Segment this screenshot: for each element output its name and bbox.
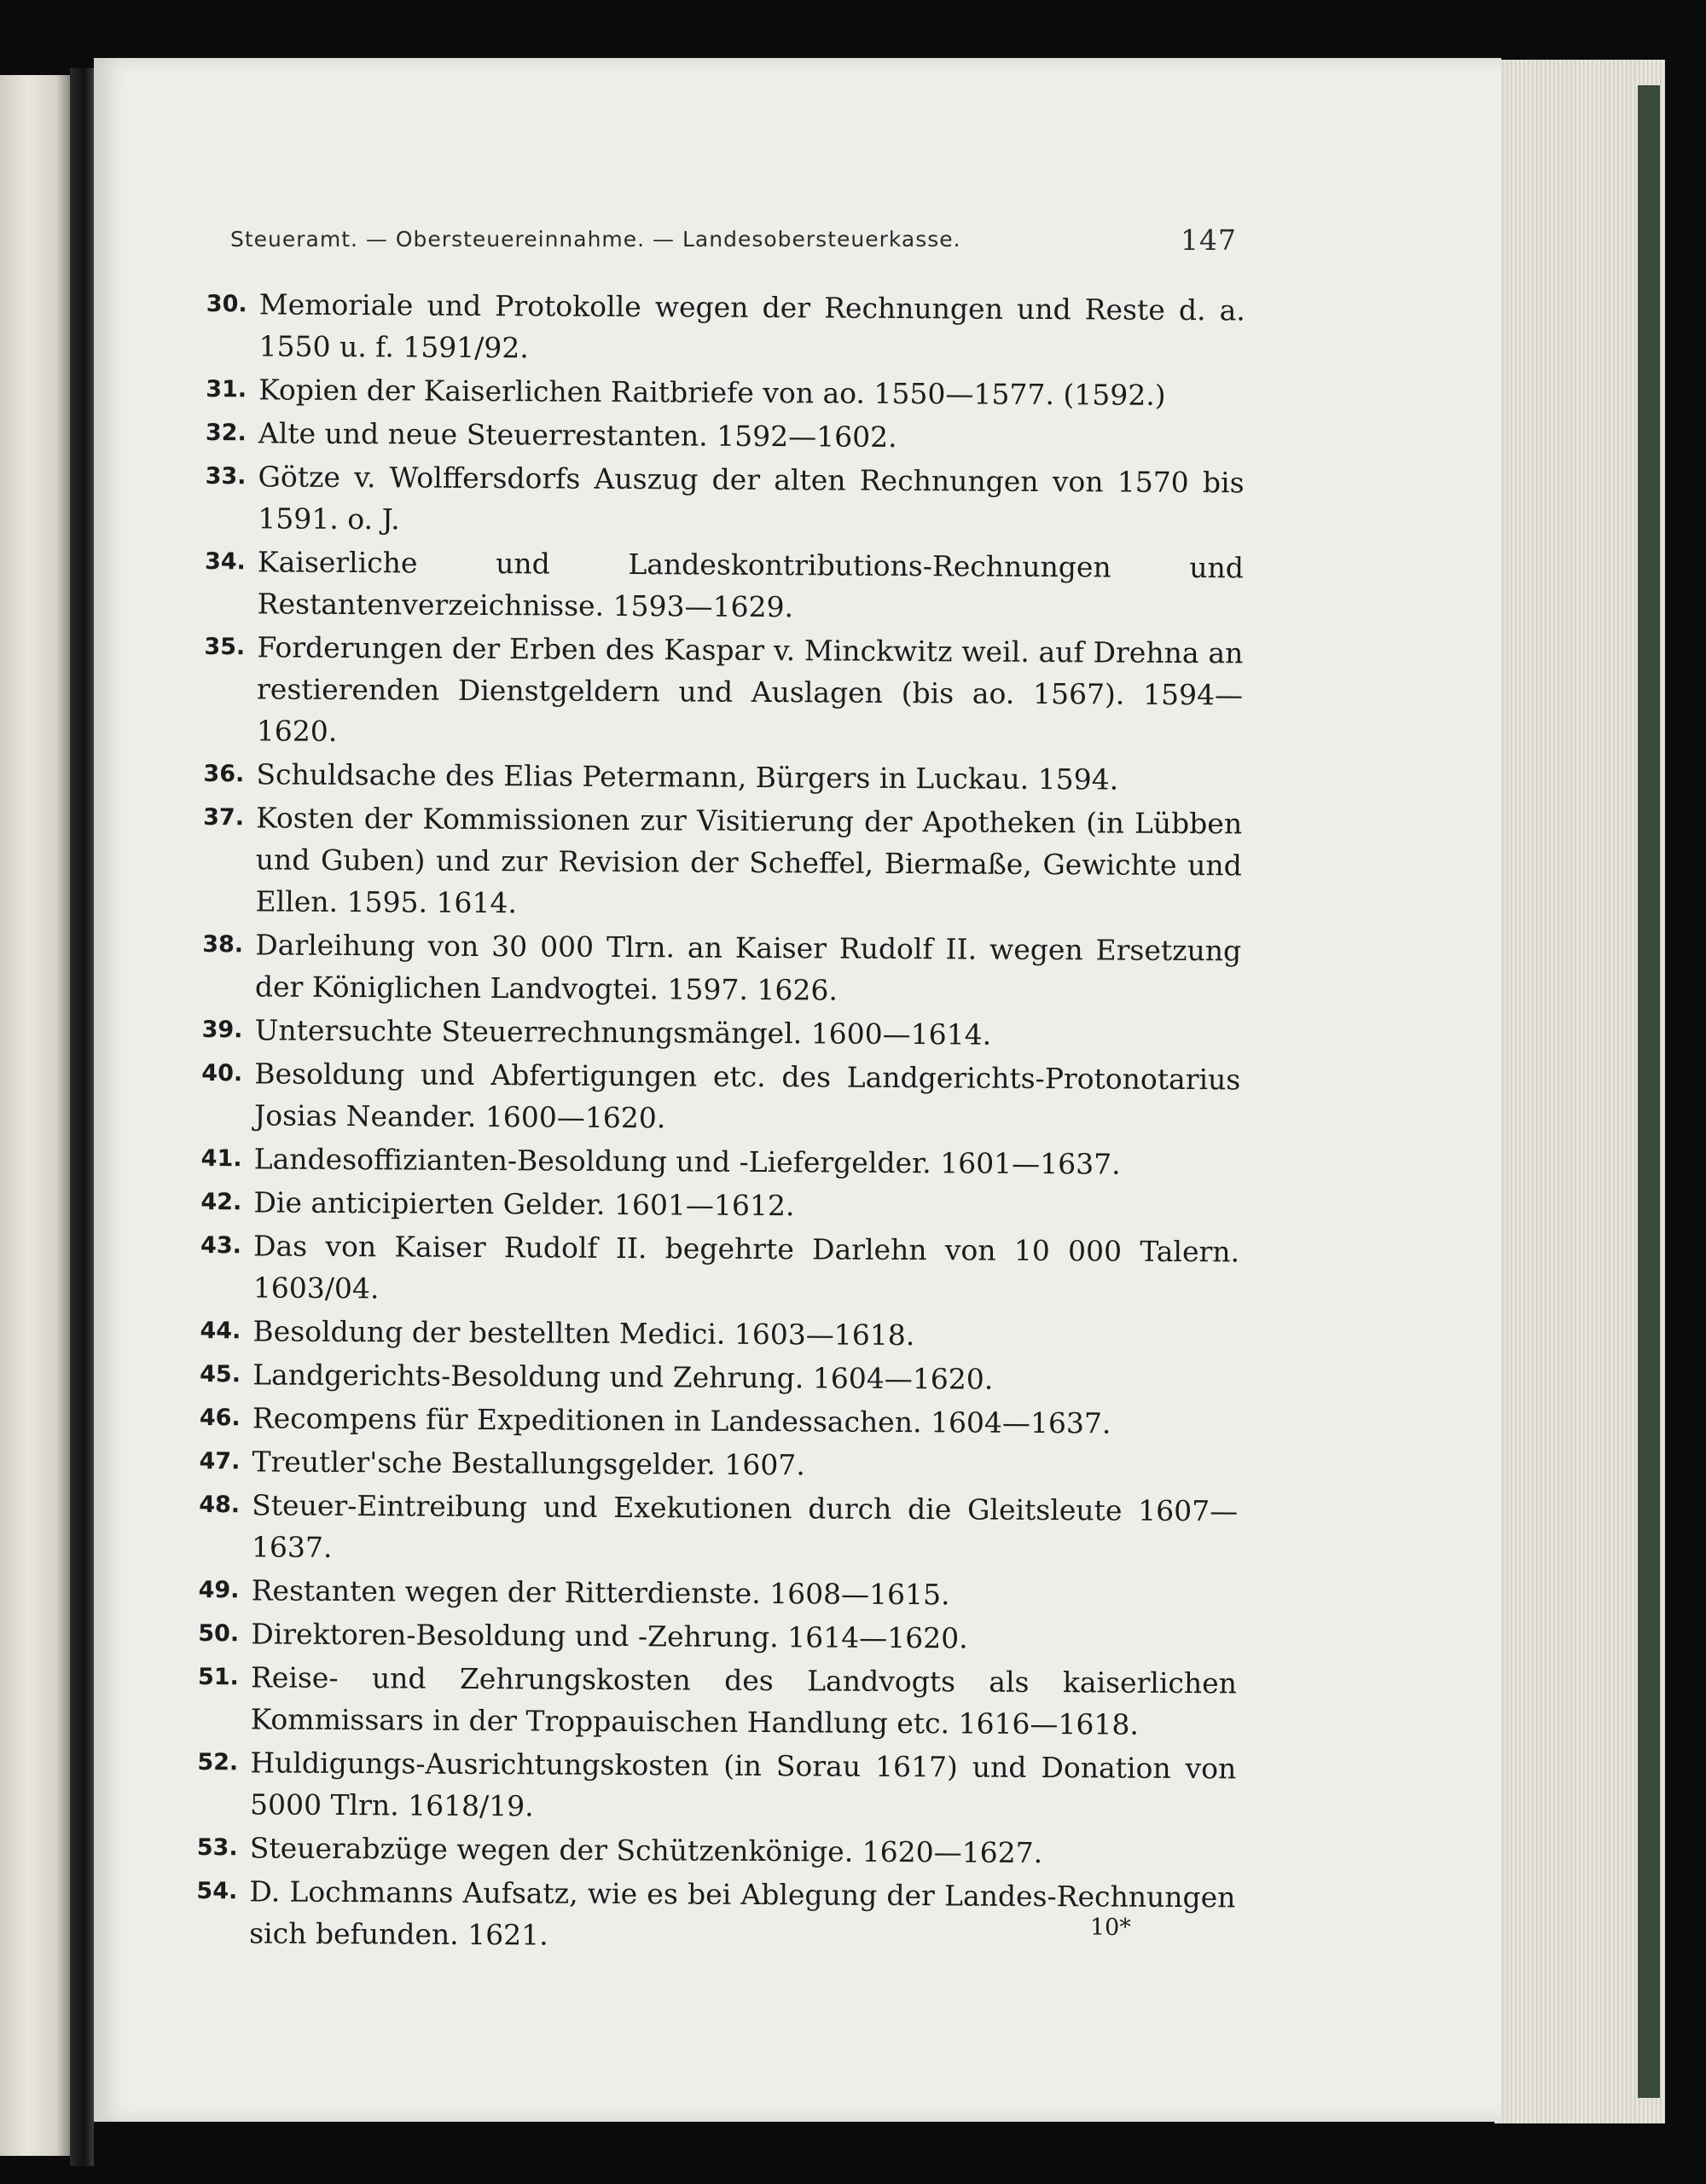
entry-text: Direktoren-Besoldung und -Zehrung. 1614—1620. — [251, 1617, 968, 1655]
list-item — [200, 1225, 1240, 1314]
list-item — [198, 1613, 1237, 1660]
entry-text: Besoldung der bestellten Medici. 1603—1618. — [252, 1314, 915, 1353]
running-title: Steueramt. — Obersteuereinnahme. — Landesobersteuerkasse. — [230, 227, 961, 252]
list-item — [196, 1870, 1236, 1960]
entry-number: 42. — [200, 1188, 242, 1216]
entry-text: Besoldung und Abfertigungen etc. des Landgerichts-Protonotarius Josias Neander. 1600—1620. — [253, 1057, 1241, 1135]
list-item — [201, 1052, 1241, 1142]
list-item — [199, 1440, 1238, 1488]
entry-text: Landesoffizianten-Besoldung und -Liefergelder. 1601—1637. — [253, 1142, 1121, 1181]
entry-text: Memoriale und Protokolle wegen der Rechnungen und Reste d. a. 1550 u. f. 1591/92. — [258, 287, 1245, 365]
entry-number: 51. — [197, 1663, 239, 1691]
entry-number: 47. — [199, 1447, 241, 1475]
entry-text: Steuer-Eintreibung und Exekutionen durch die Gleitsleute 1607—1637. — [251, 1488, 1239, 1564]
left-page-edge — [0, 75, 70, 2156]
running-header — [230, 223, 1237, 258]
entry-number: 41. — [200, 1144, 242, 1173]
entry-list — [196, 283, 1245, 1961]
page-number: 147 — [1181, 223, 1237, 257]
entry-number: 49. — [198, 1576, 240, 1604]
entry-number: 50. — [198, 1619, 240, 1648]
entry-number: 38. — [202, 930, 244, 959]
list-item — [206, 412, 1245, 460]
list-item — [205, 541, 1245, 630]
entry-text: Die anticipierten Gelder. 1601—1612. — [253, 1185, 795, 1223]
list-item — [202, 924, 1242, 1013]
signature-mark: 10* — [1090, 1915, 1131, 1941]
entry-number: 54. — [196, 1877, 238, 1905]
list-item — [202, 1009, 1241, 1057]
entry-text: Forderungen der Erben des Kaspar v. Minckwitz weil. auf Drehna an restierenden Dienstgeldern und Auslagen (bis ao. 1567). 1594—1620. — [256, 630, 1244, 748]
entry-text: Reise- und Zehrungskosten des Landvogts als kaiserlichen Kommissars in der Troppauischen Handlung etc. 1616—1618. — [250, 1660, 1238, 1741]
list-item — [200, 1181, 1239, 1229]
entry-number: 40. — [201, 1059, 243, 1087]
entry-text: D. Lochmanns Aufsatz, wie es bei Ablegung der Landes-Rechnungen sich befunden. 1621. — [249, 1874, 1236, 1952]
book-gutter — [70, 68, 94, 2166]
list-item — [200, 1310, 1239, 1358]
list-item — [200, 1353, 1239, 1401]
entry-number: 37. — [203, 803, 245, 831]
entry-text: Treutler'sche Bestallungsgelder. 1607. — [252, 1445, 805, 1482]
entry-number: 53. — [196, 1834, 238, 1862]
entry-number: 44. — [200, 1317, 241, 1345]
entry-text: Recompens für Expeditionen in Landessachen. 1604—1637. — [252, 1401, 1111, 1440]
entry-number: 48. — [199, 1491, 241, 1519]
entry-text: Darleihung von 30 000 Tlrn. an Kaiser Rudolf II. wegen Ersetzung der Königlichen Landvogtei. 1597. 1626. — [254, 928, 1242, 1007]
list-item — [197, 1741, 1237, 1831]
entry-text: Kopien der Kaiserlichen Raitbriefe von ao. 1550—1577. (1592.) — [258, 373, 1166, 412]
list-item — [201, 1138, 1240, 1185]
entry-text: Restanten wegen der Ritterdienste. 1608—1615. — [251, 1573, 950, 1612]
list-item — [198, 1656, 1238, 1746]
book-cover-edge — [1638, 85, 1660, 2098]
entry-number: 34. — [204, 547, 246, 576]
list-item — [205, 455, 1245, 545]
list-item — [206, 283, 1245, 373]
entry-number: 52. — [197, 1748, 239, 1776]
list-item — [200, 1397, 1239, 1445]
list-item — [198, 1569, 1237, 1617]
entry-text: Landgerichts-Besoldung und Zehrung. 1604—1620. — [252, 1358, 994, 1396]
entry-number: 32. — [205, 419, 247, 447]
entry-number: 30. — [206, 290, 247, 318]
list-item — [202, 797, 1242, 928]
entry-number: 45. — [200, 1360, 241, 1388]
entry-text: Götze v. Wolffersdorfs Auszug der alten Rechnungen von 1570 bis 1591. o. J. — [258, 460, 1245, 536]
list-item — [204, 626, 1244, 757]
entry-number: 46. — [199, 1404, 241, 1432]
entry-text: Huldigungs-Ausrichtungskosten (in Sorau 1617) und Donation von 5000 Tlrn. 1618/19. — [249, 1746, 1237, 1823]
entry-text: Kosten der Kommissionen zur Visitierung der Apotheken (in Lübben und Guben) und zur Revision der Scheffel, Biermaße, Gewichte und Ellen. 1595. 1614. — [255, 801, 1243, 920]
list-item — [203, 753, 1242, 801]
entry-text: Kaiserliche und Landeskontributions-Rechnungen und Restantenverzeichnisse. 1593—1629. — [257, 545, 1245, 624]
entry-number: 35. — [204, 633, 246, 661]
entry-text: Alte und neue Steuerrestanten. 1592—1602. — [258, 416, 897, 454]
entry-text: Untersuchte Steuerrechnungsmängel. 1600—1614. — [254, 1013, 992, 1051]
entry-number: 36. — [203, 760, 245, 788]
list-item — [206, 368, 1245, 416]
list-item — [199, 1484, 1239, 1573]
entry-text: Steuerabzüge wegen der Schützenkönige. 1620—1627. — [249, 1831, 1043, 1870]
entry-number: 33. — [205, 462, 247, 490]
entry-text: Schuldsache des Elias Petermann, Bürgers in Luckau. 1594. — [256, 757, 1119, 797]
entry-number: 31. — [206, 375, 247, 403]
entry-text: Das von Kaiser Rudolf II. begehrte Darlehn von 10 000 Talern. 1603/04. — [252, 1229, 1240, 1306]
entry-number: 43. — [200, 1231, 242, 1260]
list-item — [197, 1827, 1236, 1874]
entry-number: 39. — [201, 1016, 243, 1044]
